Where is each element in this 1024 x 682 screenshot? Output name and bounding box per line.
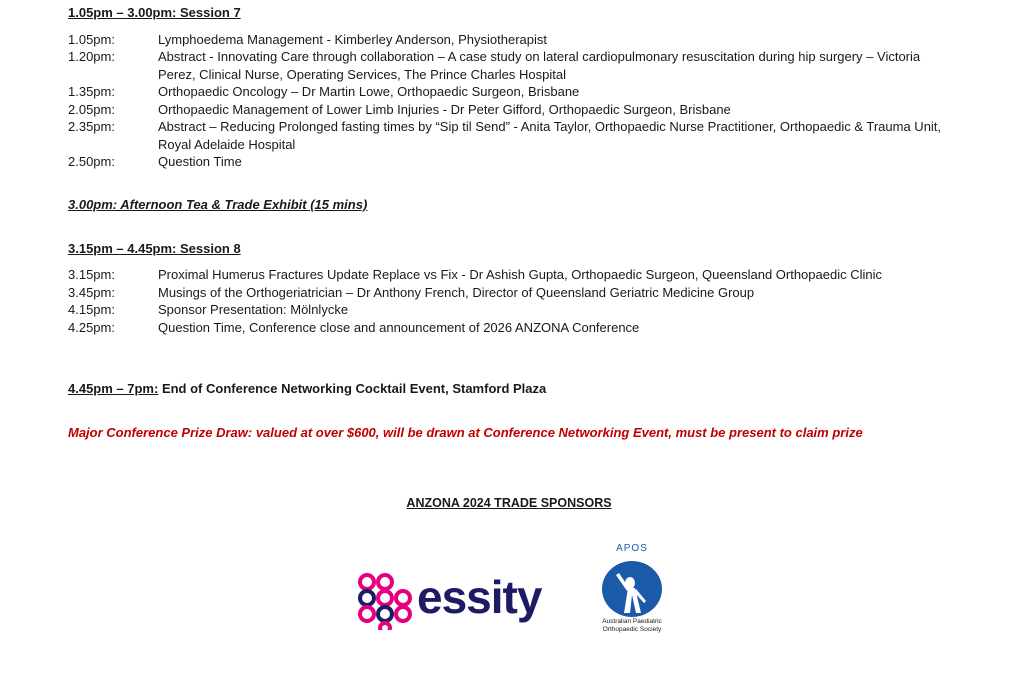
session-7-heading: 1.05pm – 3.00pm: Session 7	[68, 5, 241, 20]
item-time: 3.45pm:	[68, 285, 115, 300]
essity-logo	[357, 568, 562, 632]
item-time: 2.50pm:	[68, 154, 115, 169]
item-description: Lymphoedema Management - Kimberley Anderson, Physiotherapist	[158, 32, 548, 47]
afternoon-tea-break: 3.00pm: Afternoon Tea & Trade Exhibit (15 mins)	[68, 197, 368, 212]
apos-emblem-icon	[594, 555, 670, 617]
item-time: 1.05pm:	[68, 32, 115, 47]
session-8-heading: 3.15pm – 4.45pm: Session 8	[68, 241, 241, 256]
apos-title: APOS	[616, 543, 648, 554]
item-time: 2.05pm:	[68, 102, 115, 117]
item-description: Abstract – Reducing Prolonged fasting times by “Sip til Send” - Anita Taylor, Orthopaedic Nurse Practitioner, Orthopaedic & Trauma Unit, Royal Adelaide Hospital	[158, 119, 942, 152]
item-time: 1.20pm:	[68, 49, 115, 64]
cocktail-time: 4.45pm – 7pm:	[68, 381, 159, 396]
apos-logo	[594, 543, 670, 643]
item-time: 4.15pm:	[68, 302, 115, 317]
cocktail-description: End of Conference Networking Cocktail Event, Stamford Plaza	[158, 381, 547, 396]
item-time: 4.25pm:	[68, 320, 115, 335]
item-description: Orthopaedic Management of Lower Limb Injuries - Dr Peter Gifford, Orthopaedic Surgeon, Brisbane	[158, 102, 731, 117]
item-description: Question Time	[158, 154, 242, 169]
apos-caption-line: Australian Paediatric	[602, 618, 662, 625]
apos-caption	[594, 618, 670, 634]
item-description: Musings of the Orthogeriatrician – Dr Anthony French, Director of Queensland Geriatric Medicine Group	[158, 285, 755, 300]
essity-wordmark: essity	[417, 571, 542, 623]
item-description: Sponsor Presentation: Mölnlycke	[158, 302, 349, 317]
item-description: Proximal Humerus Fractures Update Replace vs Fix - Dr Ashish Gupta, Orthopaedic Surgeon, Queensland Orthopaedic Clinic	[158, 267, 882, 282]
item-description: Abstract - Innovating Care through collaboration – A case study on lateral cardiopulmonary resuscitation during hip surgery – Victoria Perez, Clinical Nurse, Operating Services, The Prince Charles Hospital	[158, 49, 921, 82]
item-time: 2.35pm:	[68, 119, 115, 134]
apos-caption-line: Orthopaedic Society	[602, 626, 662, 633]
item-time: 3.15pm:	[68, 267, 115, 282]
cocktail-event	[68, 381, 546, 396]
item-description: Orthopaedic Oncology – Dr Martin Lowe, Orthopaedic Surgeon, Brisbane	[158, 84, 580, 99]
item-description: Question Time, Conference close and announcement of 2026 ANZONA Conference	[158, 320, 640, 335]
essity-symbol-icon	[357, 570, 413, 630]
prize-draw-notice: Major Conference Prize Draw: valued at over $600, will be drawn at Conference Networking Event, must be present to claim prize	[68, 425, 863, 440]
item-time: 1.35pm:	[68, 84, 115, 99]
sponsors-heading: ANZONA 2024 TRADE SPONSORS	[406, 496, 612, 510]
